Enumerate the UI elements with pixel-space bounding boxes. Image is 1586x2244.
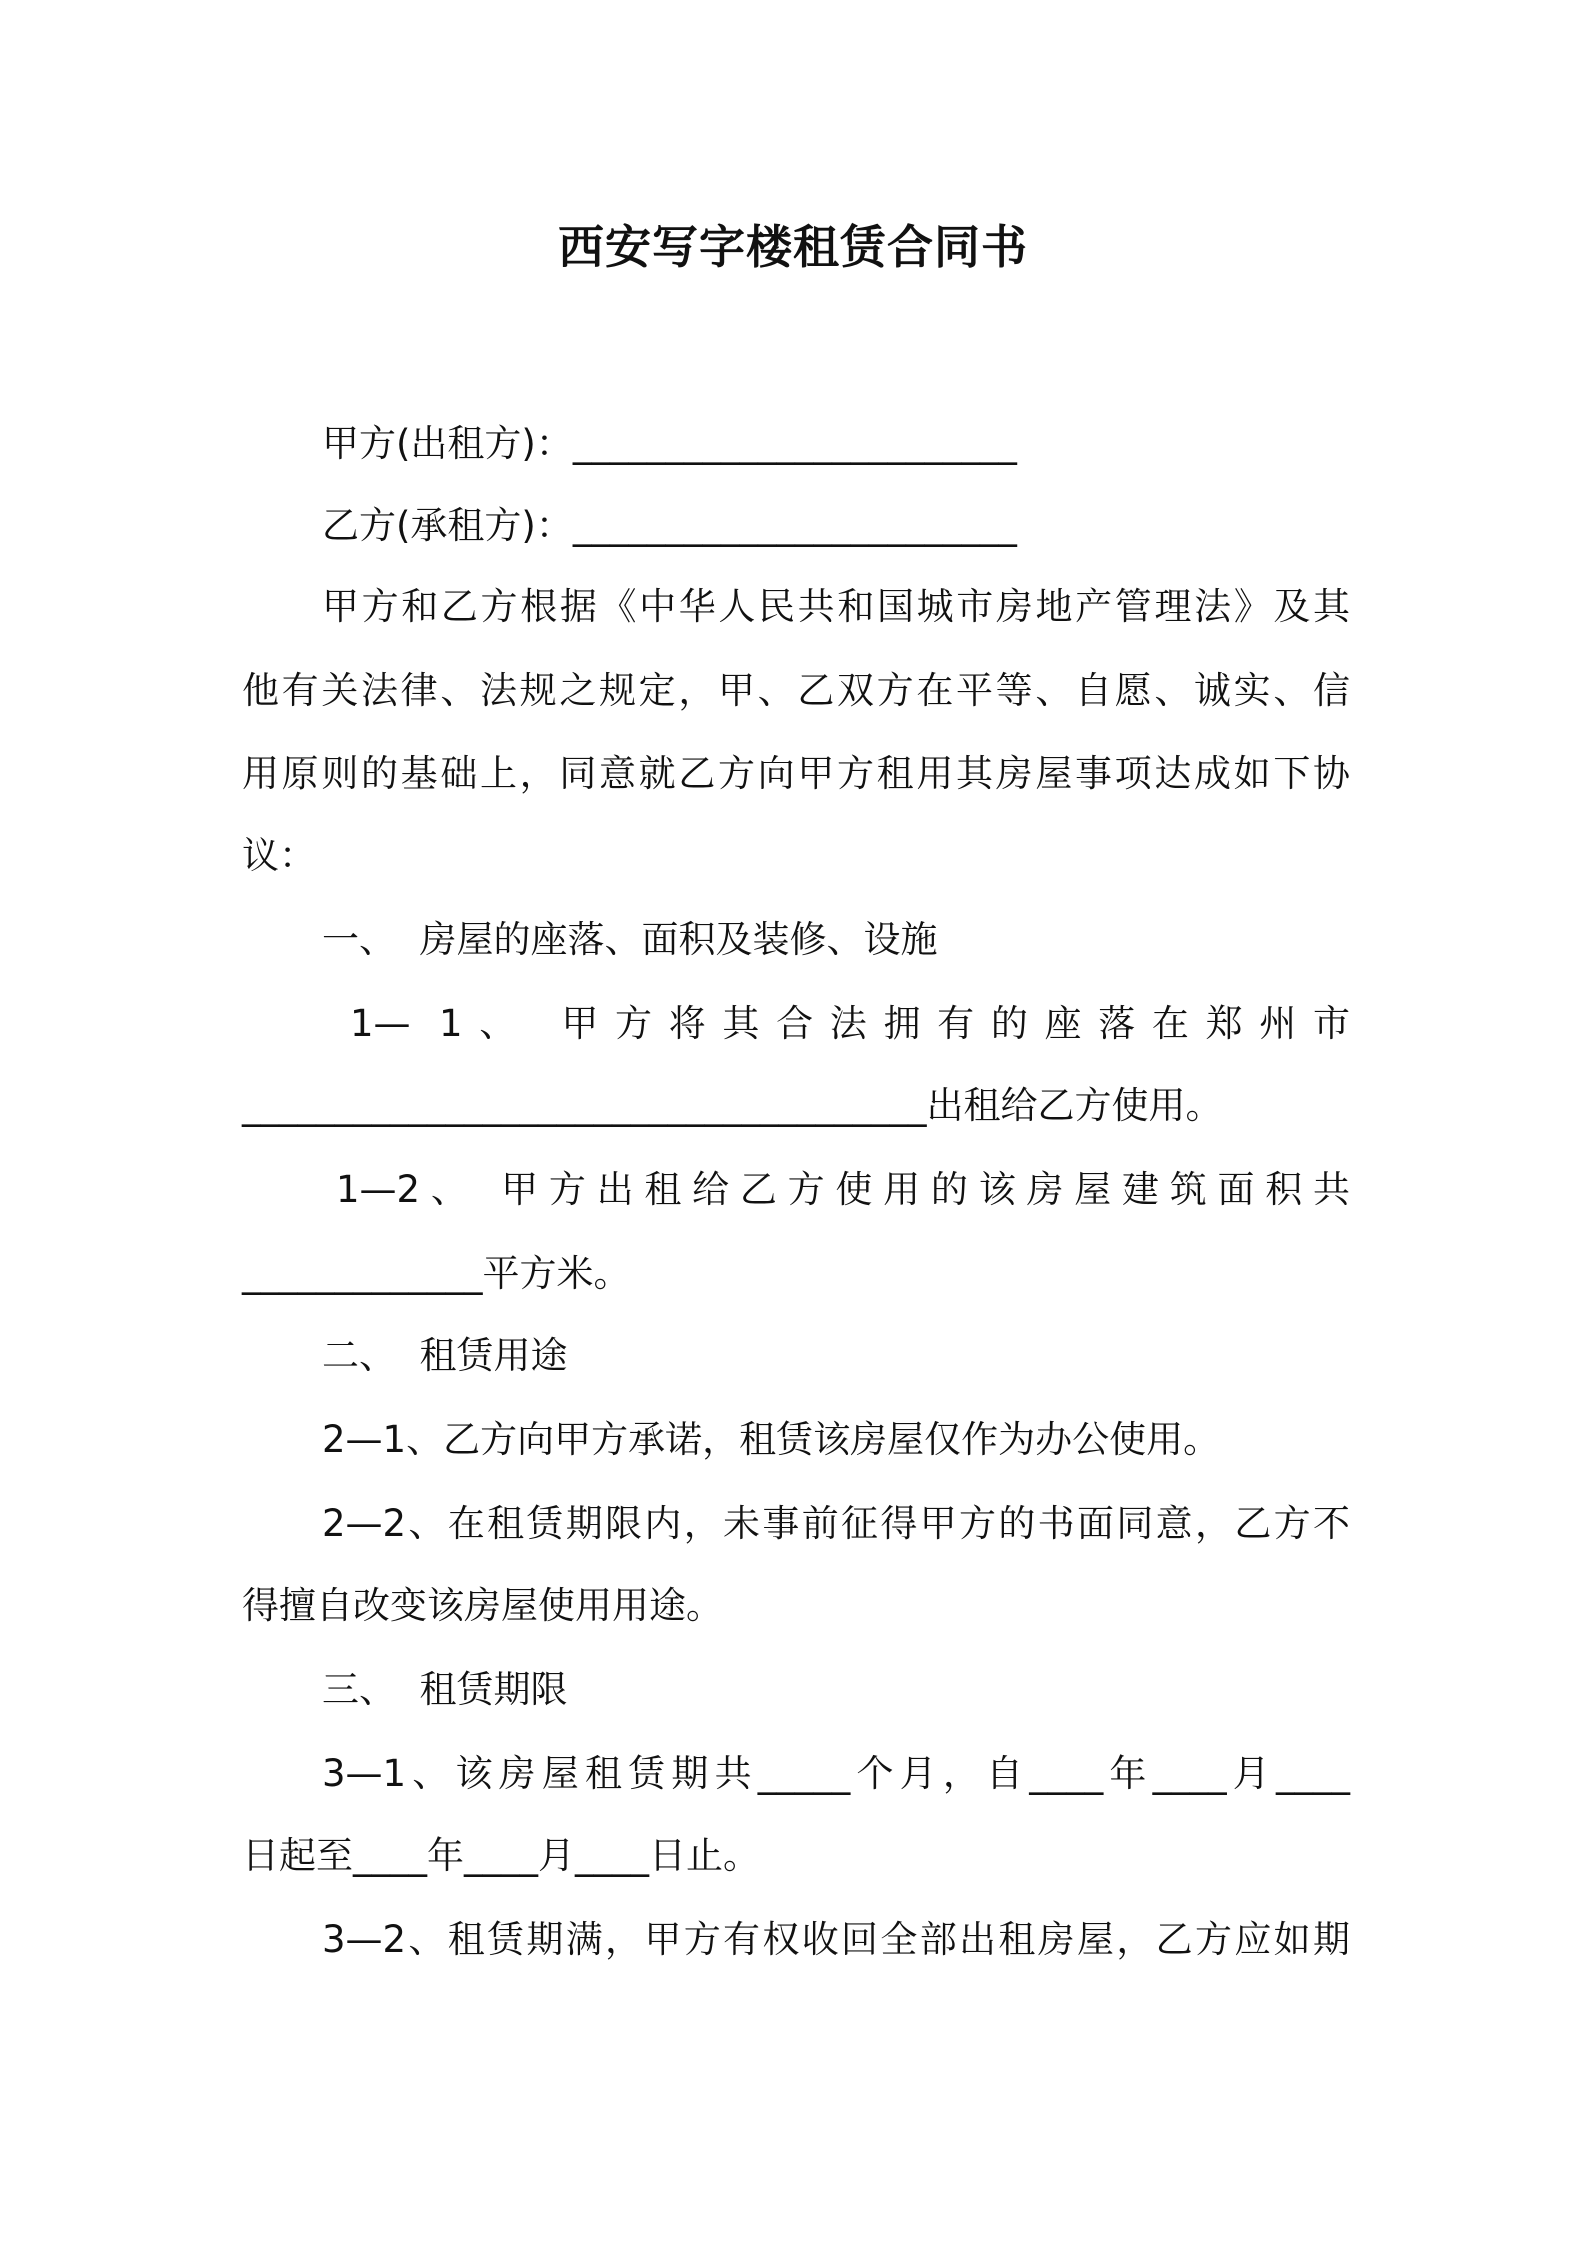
section-1-heading: 一、 房屋的座落、面积及装修、设施 xyxy=(322,918,938,961)
section-2-heading: 二、 租赁用途 xyxy=(322,1334,568,1377)
clause-3-2-line-1: 3—2、租赁期满，甲方有权收回全部出租房屋，乙方应如期 xyxy=(322,1918,1350,1961)
clause-2-2-line-2: 得擅自改变该房屋使用用途。 xyxy=(242,1584,723,1627)
preamble-line-1: 甲方和乙方根据《中华人民共和国城市房地产管理法》及其 xyxy=(322,585,1350,628)
preamble-line-3: 用原则的基础上，同意就乙方向甲方租用其房屋事项达成如下协 xyxy=(242,752,1350,795)
party-a-line: 甲方(出租方)：________________________ xyxy=(322,422,1017,465)
section-3-heading: 三、 租赁期限 xyxy=(322,1668,568,1711)
clause-1-1-line-2: _____________________________________出租给乙方使用。 xyxy=(242,1084,1223,1127)
preamble-line-2: 他有关法律、法规之规定，甲、乙双方在平等、自愿、诚实、信 xyxy=(242,669,1350,712)
clause-1-2-line-1: 1—2、 甲方出租给乙方使用的该房屋建筑面积共 xyxy=(336,1168,1350,1211)
party-b-line: 乙方(承租方)：________________________ xyxy=(322,504,1017,547)
clause-1-1-line-1: 1— 1、 甲方将其合法拥有的座落在郑州市 xyxy=(350,1002,1350,1045)
document-title: 西安写字楼租赁合同书 xyxy=(558,220,1028,274)
preamble-line-4: 议： xyxy=(242,834,316,877)
clause-3-1-line-2: 日起至____年____月____日止。 xyxy=(242,1834,760,1877)
clause-1-2-line-2: _____________平方米。 xyxy=(242,1252,631,1295)
clause-3-1-line-1: 3—1、该房屋租赁期共_____个月，自____年____月____ xyxy=(322,1752,1350,1795)
clause-2-1: 2—1、乙方向甲方承诺，租赁该房屋仅作为办公使用。 xyxy=(322,1418,1221,1461)
clause-2-2-line-1: 2—2、在租赁期限内，未事前征得甲方的书面同意，乙方不 xyxy=(322,1502,1350,1545)
